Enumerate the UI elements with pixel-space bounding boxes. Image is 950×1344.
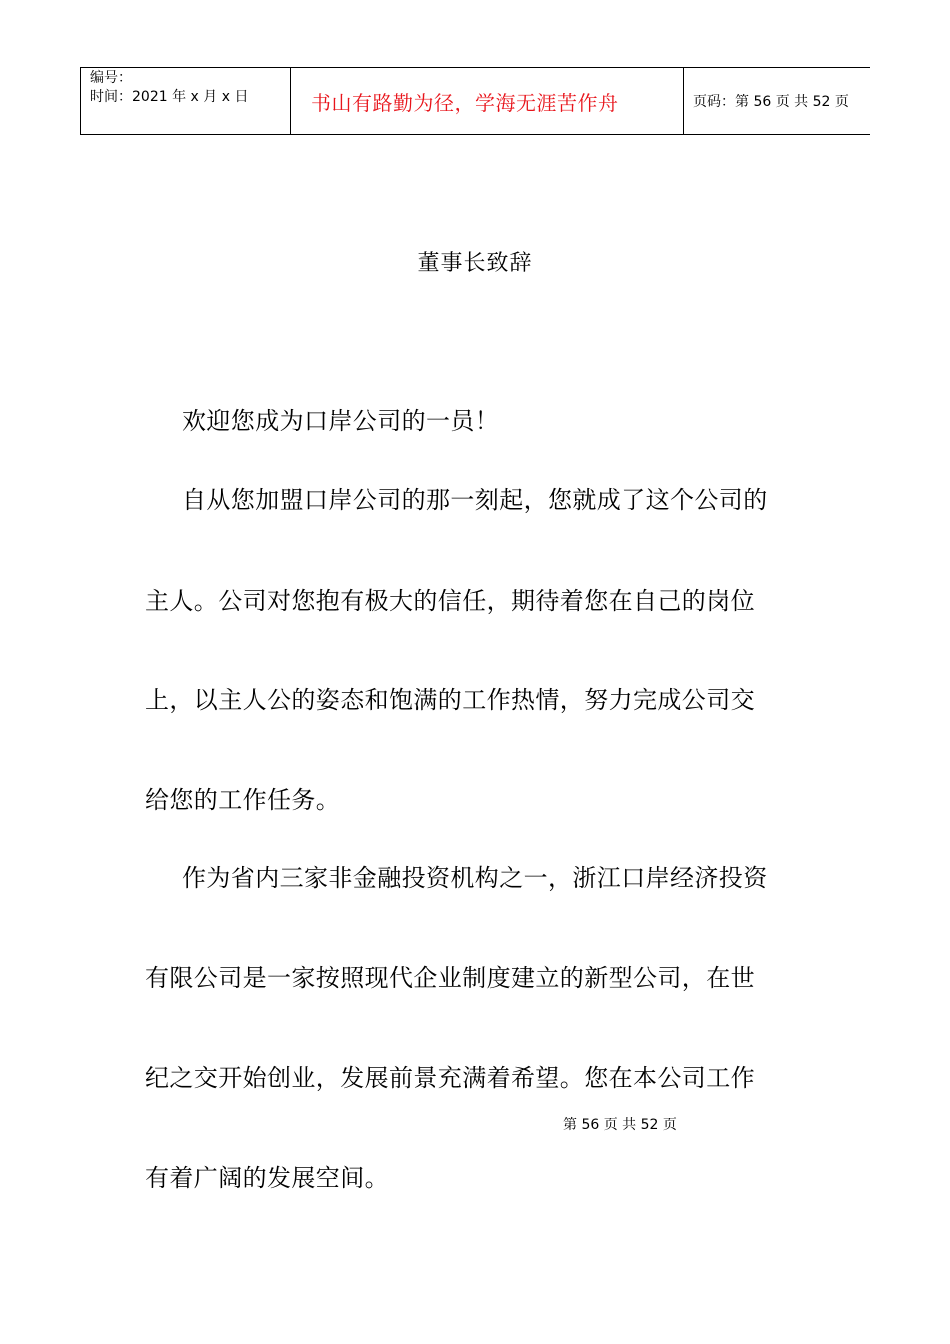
document-date-label: 时间：2021 年 x 月 x 日 (90, 89, 249, 105)
paragraph-line: 欢迎您成为口岸公司的一员！ (182, 407, 500, 435)
header-meta-cell (81, 68, 291, 135)
paragraph-line: 自从您加盟口岸公司的那一刻起，您就成了这个公司的 (182, 486, 768, 514)
header-page-cell (684, 68, 871, 135)
paragraph-line: 有限公司是一家按照现代企业制度建立的新型公司，在世 (145, 964, 755, 992)
paragraph-line: 作为省内三家非金融投资机构之一，浙江口岸经济投资 (182, 864, 768, 892)
paragraph-line: 有着广阔的发展空间。 (145, 1164, 389, 1192)
paragraph-line: 纪之交开始创业，发展前景充满着希望。您在本公司工作 (145, 1064, 755, 1092)
document-title: 董事长致辞 (417, 251, 533, 276)
header-motto-cell (291, 68, 684, 135)
document-number-label: 编号： (90, 70, 132, 86)
footer-page-number: 第 56 页 共 52 页 (563, 1117, 677, 1133)
header-motto: 书山有路勤为径，学海无涯苦作舟 (311, 90, 619, 115)
header-page-info: 页码：第 56 页 共 52 页 (693, 94, 849, 110)
header-table (80, 67, 870, 135)
paragraph-line: 主人。公司对您抱有极大的信任，期待着您在自己的岗位 (145, 587, 755, 615)
paragraph-line: 给您的工作任务。 (145, 786, 341, 814)
paragraph-line: 上，以主人公的姿态和饱满的工作热情，努力完成公司交 (145, 686, 755, 714)
